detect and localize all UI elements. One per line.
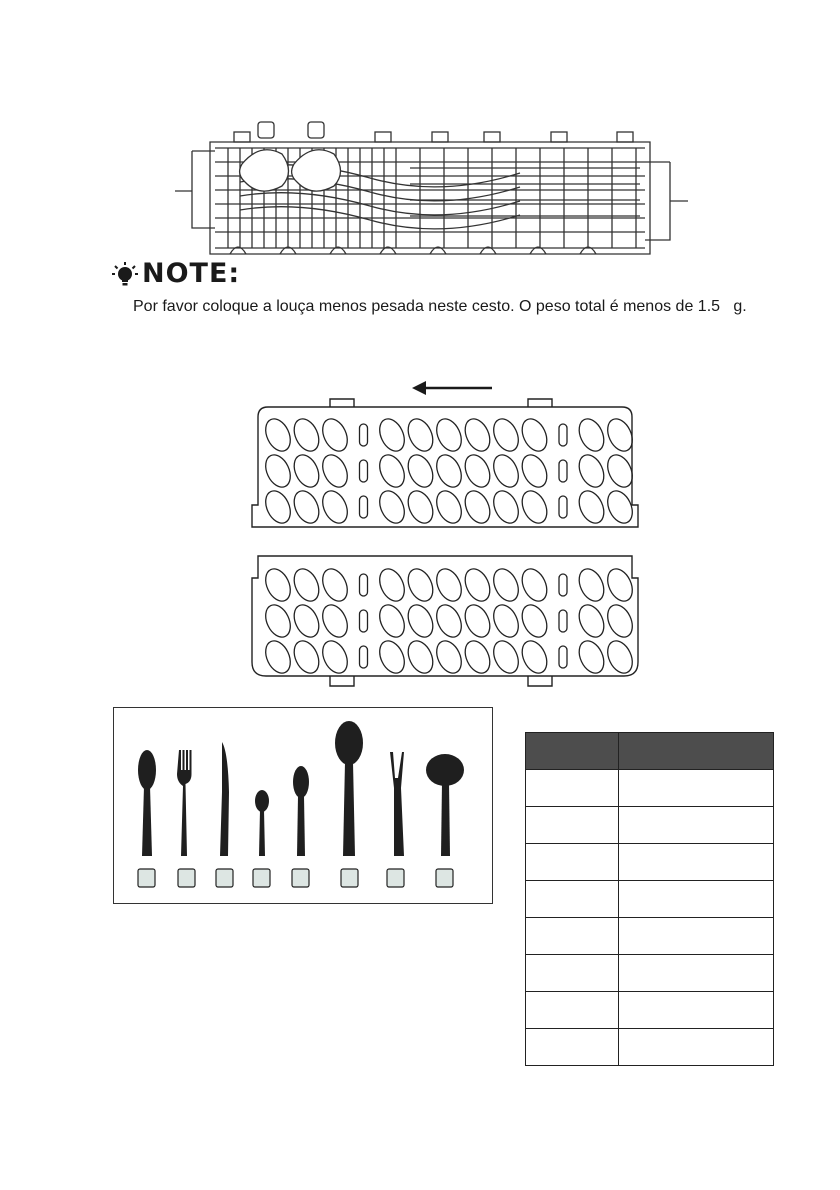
tray-hole [603,601,637,641]
table-cell [526,955,619,992]
cutlery-label-box [253,869,270,887]
table-cell [619,844,774,881]
tray-hole [432,637,466,677]
tray-hole [460,415,494,455]
table-cell [526,807,619,844]
cutlery-label-box [178,869,195,887]
tray-hole [489,487,523,527]
tray-hole [318,415,352,455]
tray-hole [574,451,608,491]
table-cell [619,918,774,955]
tray-hole [603,637,637,677]
table-cell [526,992,619,1029]
tray-hole [318,451,352,491]
tray-hole [375,487,409,527]
tray-hole [261,487,295,527]
tray-slot [559,646,567,668]
note-text: Por favor coloque a louça menos pesada neste cesto. O peso total é menos de 1.5 g. [133,298,747,315]
tray-hole [460,451,494,491]
tray-hole [517,637,551,677]
knife-icon [220,742,229,856]
tray-hole [289,451,323,491]
tray-slot [360,460,368,482]
cutlery-legend-table [525,732,774,1066]
fork-icon [177,750,192,856]
tray-slot [559,610,567,632]
cutlery-label-box [387,869,404,887]
tray-hole [375,565,409,605]
tray-hole [574,415,608,455]
spoon-icon [138,750,156,856]
table-row [526,881,774,918]
tray-hole [403,601,437,641]
ladle-icon [426,754,464,856]
tray-slot [559,460,567,482]
tray-hole [289,565,323,605]
tray-hole [432,451,466,491]
tray-hole [460,487,494,527]
tray-hole [460,565,494,605]
tray-hole [432,487,466,527]
table-cell [526,1029,619,1066]
table-row [526,807,774,844]
tray-slot [360,646,368,668]
table-cell [526,770,619,807]
table-cell [619,881,774,918]
tray-slot [360,424,368,446]
cutlery-label-box [216,869,233,887]
tray-hole [432,415,466,455]
tray-hole [289,601,323,641]
serving-fork-icon [390,752,404,856]
tray-hole [574,601,608,641]
cutlery-label-box [341,869,358,887]
tray-hole [403,565,437,605]
table-cell [526,844,619,881]
tray-hole [261,601,295,641]
tray-top-illustration [250,395,640,535]
tray-hole [261,415,295,455]
table-header-cell [619,733,774,770]
tray-hole [375,601,409,641]
table-header-cell [526,733,619,770]
tray-slot [559,574,567,596]
tray-hole [489,601,523,641]
tray-hole [289,487,323,527]
table-row [526,992,774,1029]
cutlery-label-box [292,869,309,887]
tray-hole [289,637,323,677]
tray-hole [489,637,523,677]
tray-hole [375,415,409,455]
third-rack-illustration [170,118,695,263]
tray-hole [517,565,551,605]
tray-hole [261,637,295,677]
tray-hole [517,415,551,455]
tray-slot [360,574,368,596]
table-cell [619,992,774,1029]
cutlery-label-box [436,869,453,887]
tray-hole [318,565,352,605]
tray-hole [517,451,551,491]
dessert-spoon-icon [293,766,309,856]
tray-hole [318,487,352,527]
teaspoon-icon [255,790,269,856]
table-row [526,844,774,881]
tray-hole [403,415,437,455]
table-row [526,955,774,992]
tray-hole [489,451,523,491]
tray-slot [360,496,368,518]
tray-hole [460,637,494,677]
tray-hole [517,487,551,527]
tray-hole [403,637,437,677]
note-heading [112,258,240,289]
table-row [526,918,774,955]
table-row [526,1029,774,1066]
table-cell [619,770,774,807]
table-header-row [526,733,774,770]
tray-hole [261,565,295,605]
tray-hole [403,451,437,491]
table-cell [526,881,619,918]
tray-hole [318,637,352,677]
tray-hole [432,601,466,641]
cutlery-legend-box [113,707,493,904]
table-cell [619,955,774,992]
tray-hole [261,451,295,491]
tray-bottom-illustration [250,550,640,695]
cutlery-label-box [138,869,155,887]
tray-hole [517,601,551,641]
tray-hole [375,451,409,491]
tray-hole [489,565,523,605]
table-cell [526,918,619,955]
tray-hole [375,637,409,677]
tray-hole [289,415,323,455]
table-cell [619,1029,774,1066]
lightbulb-icon [112,261,138,287]
note-title: NOTE: [142,258,241,289]
tray-hole [574,565,608,605]
tray-hole [460,601,494,641]
table-cell [619,807,774,844]
tray-hole [489,415,523,455]
tray-hole [574,487,608,527]
tray-slot [559,496,567,518]
tray-hole [403,487,437,527]
tray-slot [559,424,567,446]
tray-hole [574,637,608,677]
tray-slot [360,610,368,632]
table-row [526,770,774,807]
tray-hole [318,601,352,641]
serving-spoon-icon [335,721,363,856]
tray-hole [432,565,466,605]
